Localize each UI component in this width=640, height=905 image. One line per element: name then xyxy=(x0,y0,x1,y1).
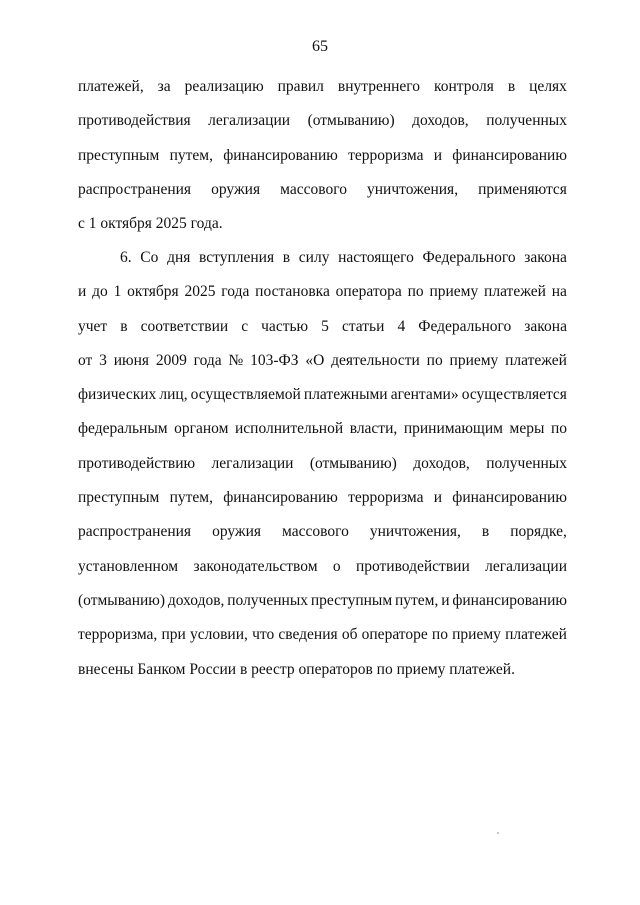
text-line xyxy=(78,344,567,378)
word: в xyxy=(282,249,291,266)
word: 3 xyxy=(99,351,107,369)
word: противодействию xyxy=(78,454,196,472)
word: об xyxy=(341,626,358,644)
word: реализацию xyxy=(184,78,264,95)
word: массового xyxy=(282,523,349,541)
word: легализации xyxy=(208,112,291,130)
text-line xyxy=(78,550,567,584)
word: платежей xyxy=(505,351,567,369)
word: соответствии xyxy=(140,317,229,335)
text-line xyxy=(78,275,567,309)
word: платежными xyxy=(303,386,388,404)
scan-speck xyxy=(497,832,499,834)
word: полученных xyxy=(486,112,567,130)
word: по xyxy=(407,283,424,301)
word: июня xyxy=(113,351,150,369)
text-line xyxy=(78,447,567,481)
word: массового xyxy=(280,180,347,198)
text-line xyxy=(78,241,567,275)
word: года xyxy=(193,351,222,369)
word: внутреннего xyxy=(337,78,421,95)
text-line xyxy=(78,104,567,138)
word: 2009 xyxy=(155,351,187,369)
word: учет xyxy=(78,317,108,335)
word: от xyxy=(78,351,93,369)
word: дня xyxy=(167,249,191,266)
word: полученных xyxy=(227,591,308,609)
word: 6. xyxy=(120,249,132,266)
word: при xyxy=(161,626,186,644)
text-line xyxy=(78,412,567,446)
word: распространения xyxy=(78,180,192,198)
word: финансированию xyxy=(452,591,567,609)
word: финансированию xyxy=(223,146,338,164)
text-line xyxy=(78,584,567,618)
word: преступным xyxy=(310,591,393,609)
word: и xyxy=(433,489,443,507)
word: платежей xyxy=(484,283,546,301)
word: доходов, xyxy=(413,454,470,472)
word: 1 xyxy=(113,283,122,301)
word: 2025 xyxy=(184,283,216,301)
word: контроля xyxy=(433,78,494,95)
word: на xyxy=(551,283,567,301)
word: и xyxy=(441,591,450,609)
word: приему xyxy=(449,351,499,369)
page-number: 65 xyxy=(312,38,328,55)
word: за xyxy=(157,78,171,95)
text-line: с 1 октября 2025 года. xyxy=(78,215,223,233)
word: терроризма, xyxy=(78,626,158,644)
word: (отмыванию) xyxy=(78,591,166,609)
word: и xyxy=(433,146,443,164)
word: платежей, xyxy=(78,78,144,95)
word: полученных xyxy=(486,454,567,472)
word: осуществляемой xyxy=(190,386,301,404)
word: 5 xyxy=(321,317,329,335)
text-line xyxy=(78,481,567,515)
word: противодействии xyxy=(355,557,470,575)
word: операторе xyxy=(361,626,428,644)
word: 103-ФЗ xyxy=(250,351,299,369)
word: закона xyxy=(524,249,567,266)
text-line xyxy=(78,139,567,173)
word: в xyxy=(507,78,516,95)
word: Федерального xyxy=(422,249,516,266)
word: приему xyxy=(429,283,479,301)
word: вступления xyxy=(199,249,275,266)
word: № xyxy=(228,351,244,369)
text-line xyxy=(78,618,567,652)
word: в xyxy=(120,317,128,335)
paragraph-continuation xyxy=(78,70,567,241)
word: целях xyxy=(529,78,567,95)
word: легализации xyxy=(211,454,294,472)
word: приему xyxy=(452,626,501,644)
word: года xyxy=(221,283,250,301)
text-line xyxy=(78,173,567,207)
word: с xyxy=(241,317,249,335)
word: постановка xyxy=(255,283,330,301)
word: установленном xyxy=(78,557,179,575)
word: финансированию xyxy=(452,489,567,507)
word: частью xyxy=(261,317,309,335)
word: путем, xyxy=(169,146,213,164)
text-line xyxy=(78,310,567,344)
word: оператора xyxy=(335,283,402,301)
word: платежей xyxy=(505,626,567,644)
word: распространения xyxy=(78,523,192,541)
word: путем, xyxy=(394,591,439,609)
word: Со xyxy=(140,249,159,266)
word: порядке, xyxy=(510,523,567,541)
word: федеральным xyxy=(78,420,168,438)
word: меры xyxy=(509,420,545,438)
word: противодействия xyxy=(78,112,191,130)
word: исполнительной xyxy=(235,420,344,438)
word: условии, xyxy=(190,626,248,644)
word: (отмыванию) xyxy=(307,112,395,130)
word: уничтожения, xyxy=(367,180,459,198)
word: по xyxy=(550,420,567,438)
text-line xyxy=(78,515,567,549)
word: агентами» xyxy=(390,386,459,404)
word: финансированию xyxy=(223,489,338,507)
word: что xyxy=(252,626,275,644)
word: деятельности xyxy=(331,351,420,369)
word: власти, xyxy=(349,420,398,438)
word: доходов, xyxy=(167,591,225,609)
word: лиц, xyxy=(159,386,188,404)
word: по xyxy=(431,626,448,644)
word: настоящего xyxy=(338,249,414,266)
word: оружия xyxy=(212,523,262,541)
word: «О xyxy=(305,351,325,369)
word: по xyxy=(426,351,443,369)
word: принимающим xyxy=(403,420,503,438)
word: закона xyxy=(524,317,567,335)
word: (отмыванию) xyxy=(309,454,397,472)
word: применяются xyxy=(478,180,567,198)
word: 4 xyxy=(397,317,406,335)
word: октября xyxy=(127,283,179,301)
text-line xyxy=(78,70,567,104)
word: доходов, xyxy=(412,112,469,130)
word: силу xyxy=(298,249,330,266)
word: в xyxy=(481,523,490,541)
word: терроризма xyxy=(348,146,424,164)
word: и xyxy=(78,283,87,301)
word: терроризма xyxy=(348,489,424,507)
word: финансированию xyxy=(452,146,567,164)
text-line: внесены Банком России в реестр операторов по приему платежей. xyxy=(78,660,515,678)
word: статьи xyxy=(341,317,385,335)
word: Федерального xyxy=(418,317,512,335)
word: до xyxy=(92,283,108,301)
word: осуществляется xyxy=(461,386,567,404)
word: путем, xyxy=(169,489,213,507)
word: физических xyxy=(78,386,157,404)
word: преступным xyxy=(78,146,160,164)
word: легализации xyxy=(485,557,567,575)
word: органом xyxy=(174,420,229,438)
word: правил xyxy=(277,78,324,95)
text-line xyxy=(78,378,567,412)
word: преступным xyxy=(78,489,160,507)
word: сведения xyxy=(278,626,338,644)
paragraph-item-6 xyxy=(78,241,567,687)
word: о xyxy=(332,557,341,575)
word: уничтожения, xyxy=(369,523,461,541)
word: законодательством xyxy=(193,557,318,575)
word: оружия xyxy=(211,180,261,198)
